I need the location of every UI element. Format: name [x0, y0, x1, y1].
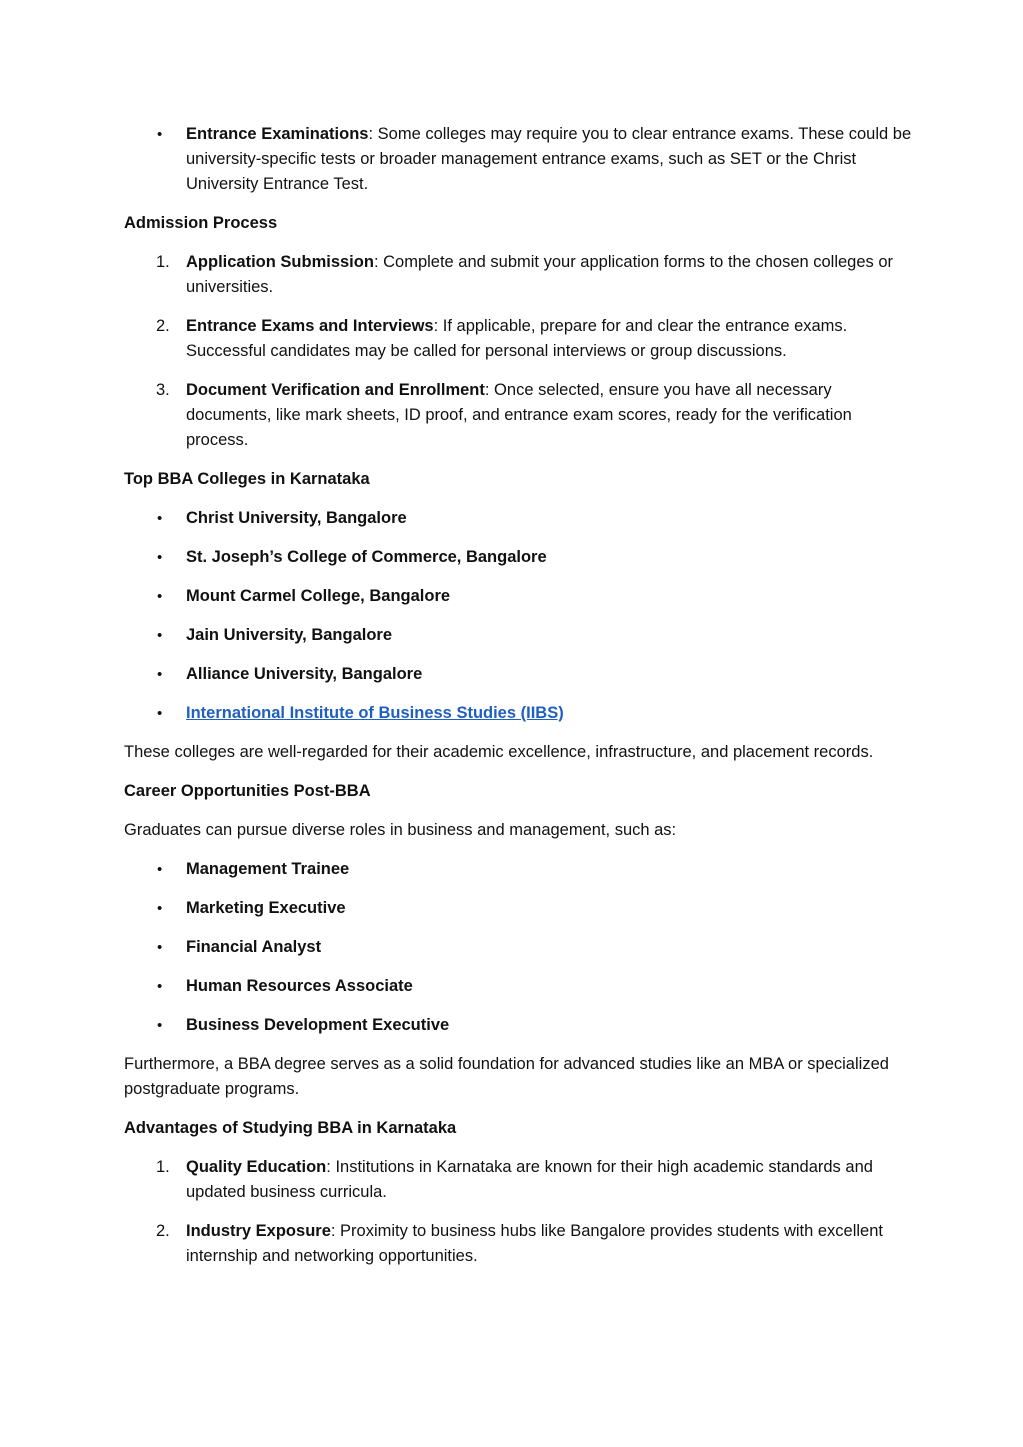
- bullet-marker: •: [157, 126, 163, 143]
- list-number: 3.: [156, 381, 170, 399]
- bullet-marker: •: [157, 510, 163, 527]
- item-text: : Some colleges may require you to clear entrance exams. These could be university-specific tests or broader management entrance exams, such as SET or the Christ University Entrance Test.: [186, 125, 912, 193]
- list-item-college: [124, 623, 913, 648]
- list-item-college: [124, 662, 913, 687]
- college-name: St. Joseph’s College of Commerce, Bangalore: [186, 548, 547, 566]
- list-number: 1.: [156, 1158, 170, 1176]
- section-heading-colleges: Top BBA Colleges in Karnataka: [124, 470, 370, 488]
- iibs-link[interactable]: International Institute of Business Studies (IIBS): [186, 704, 564, 722]
- bullet-marker: •: [157, 1017, 163, 1034]
- list-number: 2.: [156, 317, 170, 335]
- list-item-career: [124, 974, 913, 999]
- college-name: Jain University, Bangalore: [186, 626, 393, 644]
- item-term: Entrance Exams and Interviews: [186, 317, 434, 335]
- career-role: Management Trainee: [186, 860, 350, 878]
- bullet-marker: •: [157, 549, 163, 566]
- list-item-college: [124, 545, 913, 570]
- college-name: Mount Carmel College, Bangalore: [186, 587, 451, 605]
- list-number: 2.: [156, 1222, 170, 1240]
- item-term: Document Verification and Enrollment: [186, 381, 485, 399]
- item-text: : Institutions in Karnataka are known for their high academic standards and updated business curricula.: [186, 1158, 873, 1201]
- section-heading-admission: Admission Process: [124, 214, 278, 232]
- list-item-advantage: [124, 1155, 913, 1205]
- career-role: Human Resources Associate: [186, 977, 413, 995]
- section-heading-careers: Career Opportunities Post-BBA: [124, 782, 371, 800]
- bullet-marker: •: [157, 978, 163, 995]
- list-item-college-link: [124, 701, 913, 726]
- colleges-summary: These colleges are well-regarded for their academic excellence, infrastructure, and placement records.: [124, 743, 874, 761]
- career-role: Financial Analyst: [186, 938, 322, 956]
- item-text: : Proximity to business hubs like Bangalore provides students with excellent internship and networking opportunities.: [186, 1222, 883, 1265]
- list-item-career: [124, 935, 913, 960]
- bullet-marker: •: [157, 705, 163, 722]
- list-item-entrance-examinations: [124, 122, 913, 197]
- item-text: : Complete and submit your application forms to the chosen colleges or universities.: [186, 253, 894, 296]
- careers-outro: Furthermore, a BBA degree serves as a solid foundation for advanced studies like an MBA or specialized postgraduate programs.: [124, 1055, 889, 1098]
- college-name: Alliance University, Bangalore: [186, 665, 423, 683]
- college-name: Christ University, Bangalore: [186, 509, 407, 527]
- section-heading-advantages: Advantages of Studying BBA in Karnataka: [124, 1119, 457, 1137]
- bullet-marker: •: [157, 900, 163, 917]
- list-item-career: [124, 896, 913, 921]
- list-item-admission-step: [124, 314, 913, 364]
- careers-intro: Graduates can pursue diverse roles in business and management, such as:: [124, 821, 677, 839]
- item-text: : If applicable, prepare for and clear the entrance exams. Successful candidates may be called for personal interviews or group discussions.: [186, 317, 848, 360]
- bullet-marker: •: [157, 588, 163, 605]
- item-term: Industry Exposure: [186, 1222, 331, 1240]
- bullet-marker: •: [157, 939, 163, 956]
- item-term: Entrance Examinations: [186, 125, 369, 143]
- career-role: Business Development Executive: [186, 1016, 450, 1034]
- bullet-marker: •: [157, 861, 163, 878]
- list-item-career: [124, 1013, 913, 1038]
- item-term: Quality Education: [186, 1158, 327, 1176]
- list-number: 1.: [156, 253, 170, 271]
- list-item-college: [124, 506, 913, 531]
- item-term: Application Submission: [186, 253, 374, 271]
- career-role: Marketing Executive: [186, 899, 346, 917]
- item-text: : Once selected, ensure you have all necessary documents, like mark sheets, ID proof, and entrance exam scores, ready for the verification process.: [186, 381, 852, 449]
- bullet-marker: •: [157, 666, 163, 683]
- list-item-admission-step: [124, 250, 913, 300]
- list-item-advantage: [124, 1219, 913, 1269]
- list-item-career: [124, 857, 913, 882]
- list-item-college: [124, 584, 913, 609]
- bullet-marker: •: [157, 627, 163, 644]
- list-item-admission-step: [124, 378, 913, 453]
